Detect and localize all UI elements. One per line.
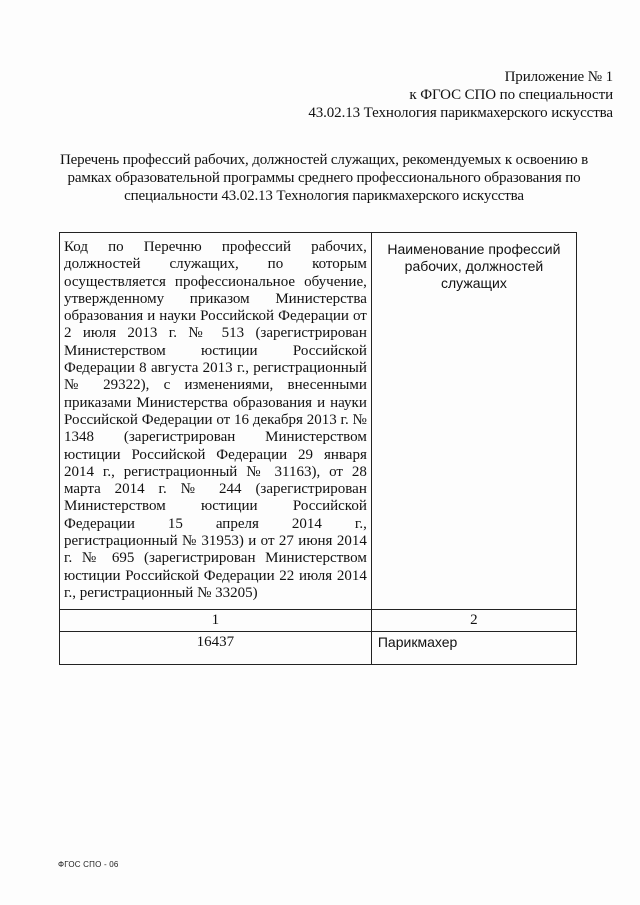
appendix-specialty: 43.02.13 Технология парикмахерского искусства [308,105,613,121]
profession-code: 16437 [60,632,372,665]
column-number-2: 2 [371,610,576,632]
appendix-reference [308,68,613,122]
header-name-column: Наименование профессий рабочих, должностей служащих [371,233,576,610]
professions-table [59,232,577,665]
appendix-standard: к ФГОС СПО по специальности [409,87,613,103]
table-header-row [60,233,577,610]
profession-name: Парикмахер [371,632,576,665]
document-title: Перечень профессий рабочих, должностей служащих, рекомендуемых к освоению в рамках образовательной программы среднего профессионального образования по специальности 43.02.13 Технология парикмахерского искусства [59,152,589,204]
column-number-1: 1 [60,610,372,632]
column-number-row [60,610,577,632]
header-code-column: Код по Перечню профессий рабочих, должностей служащих, по которым осуществляется профессиональное обучение, утвержденному приказом Министерства образования и науки Российской Федерации от 2 июля 2013 г. № 513 (зарегистрирован Министерством юстиции Российской Федерации 8 августа 2013 г., регистрационный № 29322), с изменениями, внесенными приказами Министерства образования и науки Российской Федерации от 16 декабря 2013 г. № 1348 (зарегистрирован Министерством юстиции Российской Федерации 29 января 2014 г., регистрационный № 31163), от 28 марта 2014 г. № 244 (зарегистрирован Министерством юстиции Российской Федерации 15 апреля 2014 г., регистрационный № 31953) и от 27 июня 2014 г. № 695 (зарегистрирован Министерством юстиции Российской Федерации 22 июля 2014 г., регистрационный № 33205) [60,233,372,610]
footer-mark: ФГОС СПО - 06 [58,860,119,869]
appendix-number: Приложение № 1 [504,69,613,85]
table-row [60,632,577,665]
